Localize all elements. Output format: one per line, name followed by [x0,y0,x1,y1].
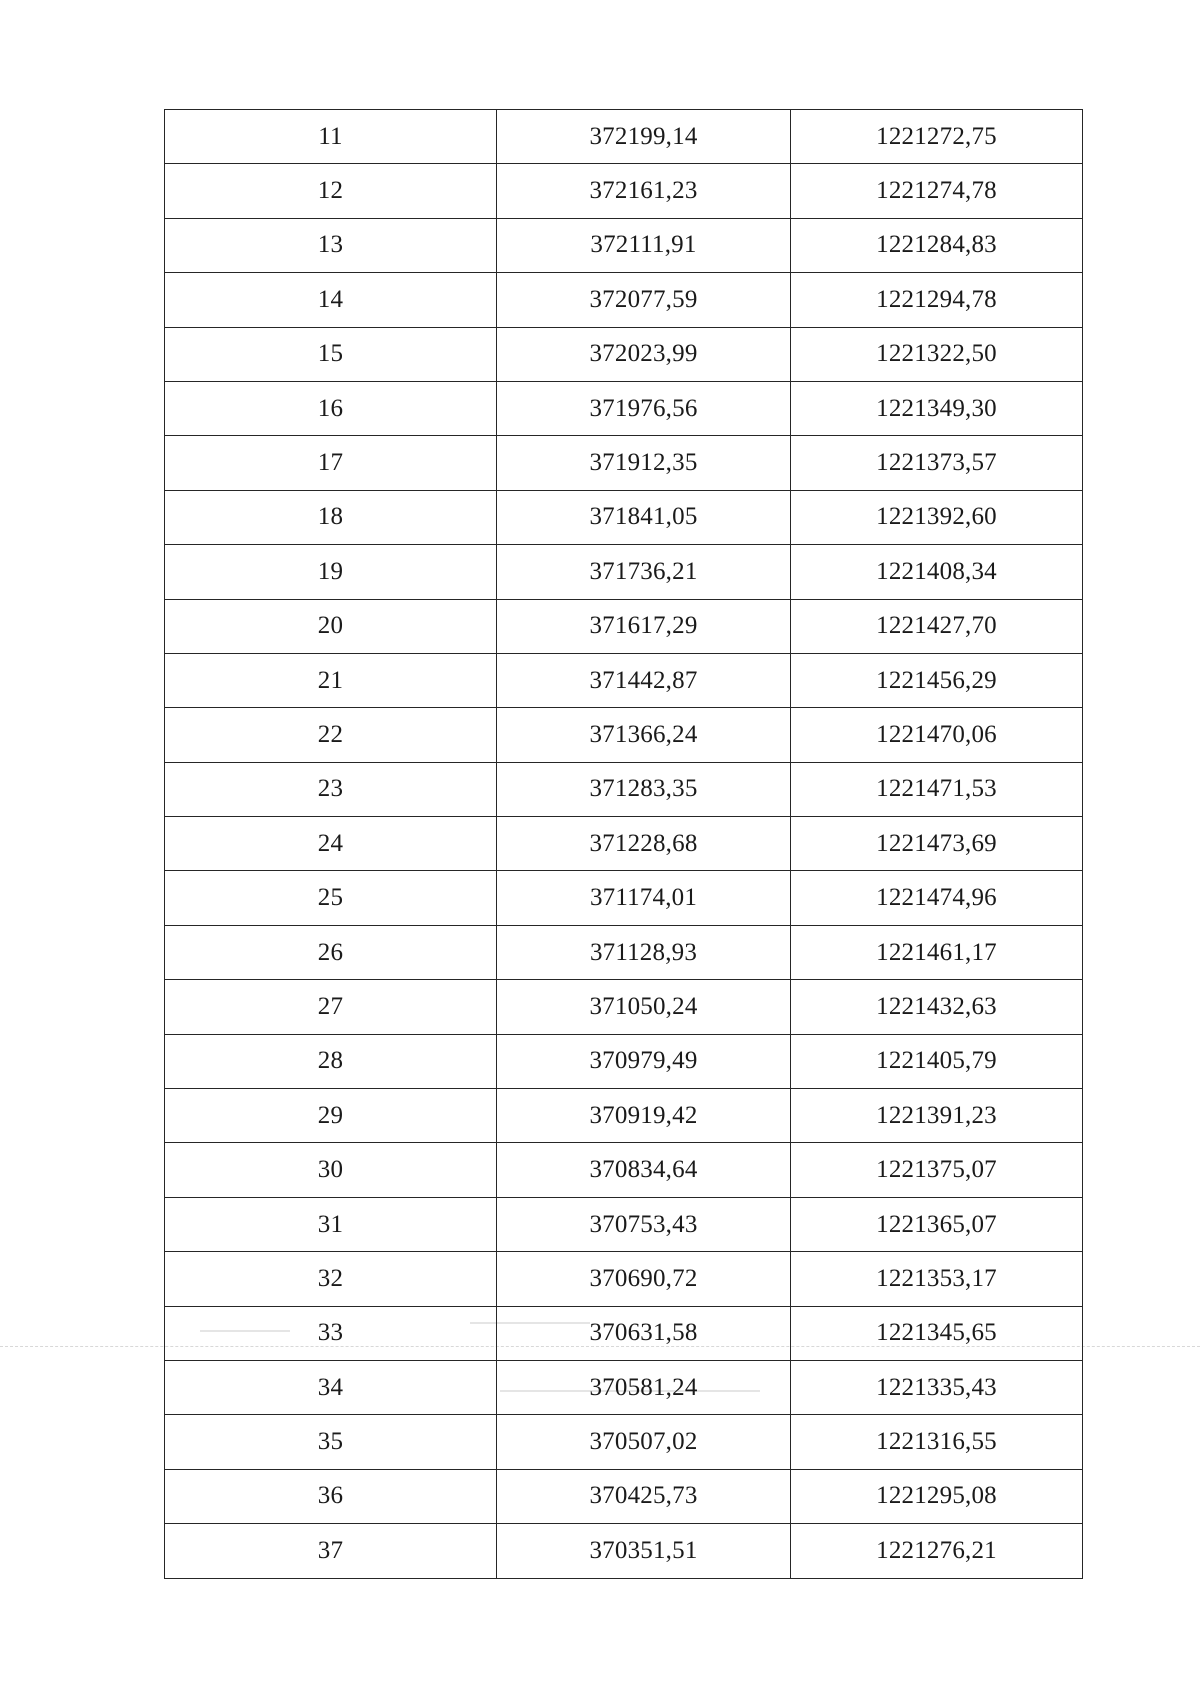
x-coordinate-cell: 371442,87 [497,653,791,707]
point-number-cell: 25 [165,871,497,925]
x-coordinate-cell: 370979,49 [497,1034,791,1088]
y-coordinate-cell: 1221427,70 [791,599,1083,653]
point-number-cell: 20 [165,599,497,653]
table-row [165,436,1083,490]
table-row [165,1034,1083,1088]
y-coordinate-cell: 1221408,34 [791,545,1083,599]
x-coordinate-cell: 371617,29 [497,599,791,653]
y-coordinate-cell: 1221322,50 [791,327,1083,381]
y-coordinate-cell: 1221470,06 [791,708,1083,762]
x-coordinate-cell: 371736,21 [497,545,791,599]
point-number-cell: 15 [165,327,497,381]
point-number-cell: 27 [165,980,497,1034]
point-number-cell: 18 [165,490,497,544]
x-coordinate-cell: 370581,24 [497,1360,791,1414]
y-coordinate-cell: 1221316,55 [791,1415,1083,1469]
x-coordinate-cell: 370753,43 [497,1197,791,1251]
y-coordinate-cell: 1221349,30 [791,381,1083,435]
x-coordinate-cell: 370834,64 [497,1143,791,1197]
point-number-cell: 21 [165,653,497,707]
table-row [165,381,1083,435]
table-row [165,599,1083,653]
y-coordinate-cell: 1221391,23 [791,1089,1083,1143]
table-row [165,545,1083,599]
coordinates-table [164,109,1083,1579]
y-coordinate-cell: 1221375,07 [791,1143,1083,1197]
table-row [165,1306,1083,1360]
point-number-cell: 22 [165,708,497,762]
y-coordinate-cell: 1221473,69 [791,817,1083,871]
table-row [165,925,1083,979]
point-number-cell: 13 [165,218,497,272]
y-coordinate-cell: 1221461,17 [791,925,1083,979]
table-row [165,1089,1083,1143]
y-coordinate-cell: 1221294,78 [791,273,1083,327]
y-coordinate-cell: 1221373,57 [791,436,1083,490]
y-coordinate-cell: 1221353,17 [791,1252,1083,1306]
point-number-cell: 16 [165,381,497,435]
point-number-cell: 32 [165,1252,497,1306]
point-number-cell: 29 [165,1089,497,1143]
point-number-cell: 24 [165,817,497,871]
y-coordinate-cell: 1221392,60 [791,490,1083,544]
y-coordinate-cell: 1221335,43 [791,1360,1083,1414]
x-coordinate-cell: 371174,01 [497,871,791,925]
table-row [165,1252,1083,1306]
table-row [165,762,1083,816]
y-coordinate-cell: 1221474,96 [791,871,1083,925]
x-coordinate-cell: 371050,24 [497,980,791,1034]
y-coordinate-cell: 1221456,29 [791,653,1083,707]
table-row [165,1143,1083,1197]
y-coordinate-cell: 1221274,78 [791,164,1083,218]
x-coordinate-cell: 372077,59 [497,273,791,327]
y-coordinate-cell: 1221365,07 [791,1197,1083,1251]
table-row [165,110,1083,164]
y-coordinate-cell: 1221432,63 [791,980,1083,1034]
table-row [165,1360,1083,1414]
x-coordinate-cell: 370507,02 [497,1415,791,1469]
x-coordinate-cell: 371912,35 [497,436,791,490]
point-number-cell: 37 [165,1524,497,1578]
x-coordinate-cell: 371283,35 [497,762,791,816]
table-row [165,164,1083,218]
point-number-cell: 31 [165,1197,497,1251]
x-coordinate-cell: 370425,73 [497,1469,791,1523]
table-row [165,871,1083,925]
point-number-cell: 33 [165,1306,497,1360]
y-coordinate-cell: 1221405,79 [791,1034,1083,1088]
table-row [165,708,1083,762]
point-number-cell: 14 [165,273,497,327]
y-coordinate-cell: 1221276,21 [791,1524,1083,1578]
y-coordinate-cell: 1221284,83 [791,218,1083,272]
coordinates-table-body [165,110,1083,1579]
table-row [165,653,1083,707]
point-number-cell: 23 [165,762,497,816]
table-row [165,1469,1083,1523]
point-number-cell: 30 [165,1143,497,1197]
table-row [165,1415,1083,1469]
point-number-cell: 36 [165,1469,497,1523]
point-number-cell: 28 [165,1034,497,1088]
point-number-cell: 35 [165,1415,497,1469]
y-coordinate-cell: 1221471,53 [791,762,1083,816]
x-coordinate-cell: 372023,99 [497,327,791,381]
point-number-cell: 12 [165,164,497,218]
table-row [165,980,1083,1034]
x-coordinate-cell: 371128,93 [497,925,791,979]
x-coordinate-cell: 370631,58 [497,1306,791,1360]
y-coordinate-cell: 1221272,75 [791,110,1083,164]
point-number-cell: 34 [165,1360,497,1414]
point-number-cell: 26 [165,925,497,979]
x-coordinate-cell: 371841,05 [497,490,791,544]
x-coordinate-cell: 371366,24 [497,708,791,762]
y-coordinate-cell: 1221345,65 [791,1306,1083,1360]
x-coordinate-cell: 370690,72 [497,1252,791,1306]
point-number-cell: 19 [165,545,497,599]
x-coordinate-cell: 372111,91 [497,218,791,272]
table-row [165,218,1083,272]
x-coordinate-cell: 372161,23 [497,164,791,218]
x-coordinate-cell: 370351,51 [497,1524,791,1578]
y-coordinate-cell: 1221295,08 [791,1469,1083,1523]
table-row [165,817,1083,871]
point-number-cell: 11 [165,110,497,164]
point-number-cell: 17 [165,436,497,490]
x-coordinate-cell: 371976,56 [497,381,791,435]
table-row [165,273,1083,327]
x-coordinate-cell: 371228,68 [497,817,791,871]
table-row [165,1524,1083,1578]
x-coordinate-cell: 372199,14 [497,110,791,164]
table-row [165,327,1083,381]
table-row [165,490,1083,544]
table-row [165,1197,1083,1251]
x-coordinate-cell: 370919,42 [497,1089,791,1143]
